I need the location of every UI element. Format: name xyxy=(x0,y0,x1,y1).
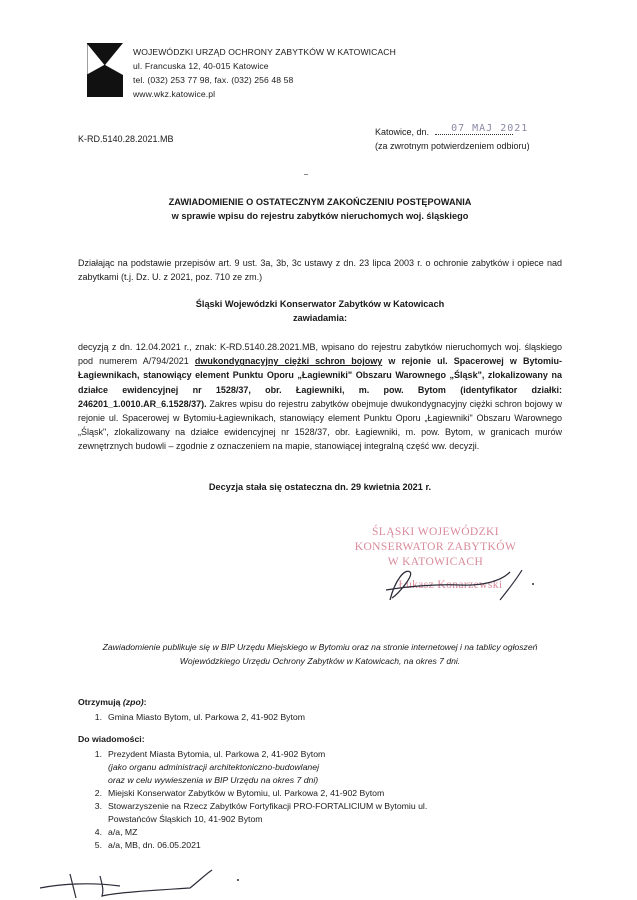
authority-verb: zawiadamia: xyxy=(292,313,348,323)
recipient-item: 1. Gmina Miasto Bytom, ul. Parkowa 2, 41-902 Bytom xyxy=(94,712,305,722)
date-prefix: Katowice, dn. xyxy=(375,127,430,137)
final-statement: Decyzja stała się ostateczna dn. 29 kwietnia 2021 r. xyxy=(208,482,432,492)
scan-mark xyxy=(304,174,308,175)
institution-phone: tel. (032) 253 77 98, fax. (032) 256 48 58 xyxy=(133,75,294,85)
institution-name: WOJEWÓDZKI URZĄD OCHRONY ZABYTKÓW W KATOWICACH xyxy=(133,47,396,57)
institution-website[interactable]: www.wkz.katowice.pl xyxy=(133,89,216,99)
cc-item: 3. Stowarzyszenie na Rzecz Zabytków Fortyfikacji PRO-FORTALICIUM w Bytomiu ul. Powstańców Śląskich 10, 41-902 Bytom xyxy=(94,801,428,824)
receipt-note: (za zwrotnym potwierdzeniem odbioru) xyxy=(375,141,530,151)
document-subtitle: w sprawie wpisu do rejestru zabytków nieruchomych woj. śląskiego xyxy=(171,211,469,221)
stamp-signer: Łukasz Konarzewski xyxy=(398,579,503,591)
cc-item: 5. a/a, MB, dn. 06.05.2021 xyxy=(94,840,201,850)
authority-name: Śląski Wojewódzki Konserwator Zabytków w Katowicach xyxy=(195,299,445,309)
office-logo xyxy=(87,43,123,97)
cc-item: 4. a/a, MZ xyxy=(94,827,138,837)
cc-section xyxy=(78,733,528,852)
object-name: dwukondygnacyjny ciężki schron bojowy xyxy=(194,356,383,367)
handwritten-signature xyxy=(350,560,540,610)
cc-heading: Do wiadomości: xyxy=(78,734,145,744)
document-title: ZAWIADOMIENIE O OSTATECZNYM ZAKOŃCZENIU POSTĘPOWANIA xyxy=(168,197,472,207)
stamp-line-2: KONSERWATOR ZABYTKÓW xyxy=(354,541,517,553)
stamp-line-1: ŚLĄSKI WOJEWÓDZKI xyxy=(371,526,499,538)
stamp-line-3: W KATOWICACH xyxy=(387,556,484,568)
recipients-section xyxy=(78,696,528,724)
date-line xyxy=(375,125,528,139)
cc-item-note: (jako organu administracji architektoniczno-budowlanej oraz w celu wywieszenia w BIP Urzędu na okres 7 dni) xyxy=(108,762,320,785)
cc-item: 1. Prezydent Miasta Bytomia, ul. Parkowa 2, 41-902 Bytom (jako organu administracji architektoniczno-budowlanej oraz w celu wywieszenia w BIP Urzędu na okres 7 dni) xyxy=(78,748,528,787)
initials-signature xyxy=(30,868,250,900)
decision-part1: decyzją z dn. 12.04.2021 r., znak: K-RD.5140.28.2021.MB, wpisano do rejestru zabytków nieruchomych woj. śląskiego pod numerem A/794/2021 xyxy=(78,342,562,367)
institution-address: ul. Francuska 12, 40-015 Katowice xyxy=(133,61,269,71)
cc-item: 2. Miejski Konserwator Zabytków w Bytomiu, ul. Parkowa 2, 41-902 Bytom xyxy=(94,788,385,798)
legal-basis-paragraph: Działając na podstawie przepisów art. 9 ust. 3a, 3b, 3c ustawy z dn. 23 lipca 2003 r. o ochronie zabytków i opiece nad zabytkami (t.j. Dz. U. z 2021, poz. 710 ze zm.) xyxy=(78,258,562,283)
letterhead xyxy=(133,45,396,101)
decision-part2: w rejonie ul. Spacerowej w Bytomiu-Łagiewnikach, stanowiący element Punktu Oporu „Łagiewniki" Obszaru Warownego „Śląsk", zlokalizowany na działce ewidencyjnej nr 1528/37, obr. Łagiewniki, m. pow. Bytom (identyfikator działki: 246201_1.0010.AR_6.1528/37). xyxy=(78,356,562,409)
publication-note: Zawiadomienie publikuje się w BIP Urzędu Miejskiego w Bytomiu oraz na stronie internetowej i na tablicy ogłoszeń Wojewódzkiego Urzędu Ochrony Zabytków w Katowicach, na okres 7 dni. xyxy=(102,642,538,666)
recipients-heading: Otrzymują (zpo): xyxy=(78,697,147,707)
decision-part3: Zakres wpisu do rejestru zabytków obejmuje dwukondygnacyjny ciężki schron bojowy w rejonie ul. Spacerowej w Bytomiu-Łagiewnikach, stanowiący element Punktu Oporu „Łagiewniki" Obszaru Warownego „Śląsk", zlokalizowany na działce ewidencyjnej nr 1528/37, obr. Łagiewniki, m. pow. Bytom, w granicach murów zewnętrznych budowli – zgodnie z oznaczeniem na mapie, stanowiącej integralną część ww. decyzji. xyxy=(78,398,562,452)
decision-paragraph xyxy=(78,340,562,454)
stamped-date: 07 MAJ 2021 xyxy=(451,123,529,134)
reference-number: K-RD.5140.28.2021.MB xyxy=(78,134,174,144)
